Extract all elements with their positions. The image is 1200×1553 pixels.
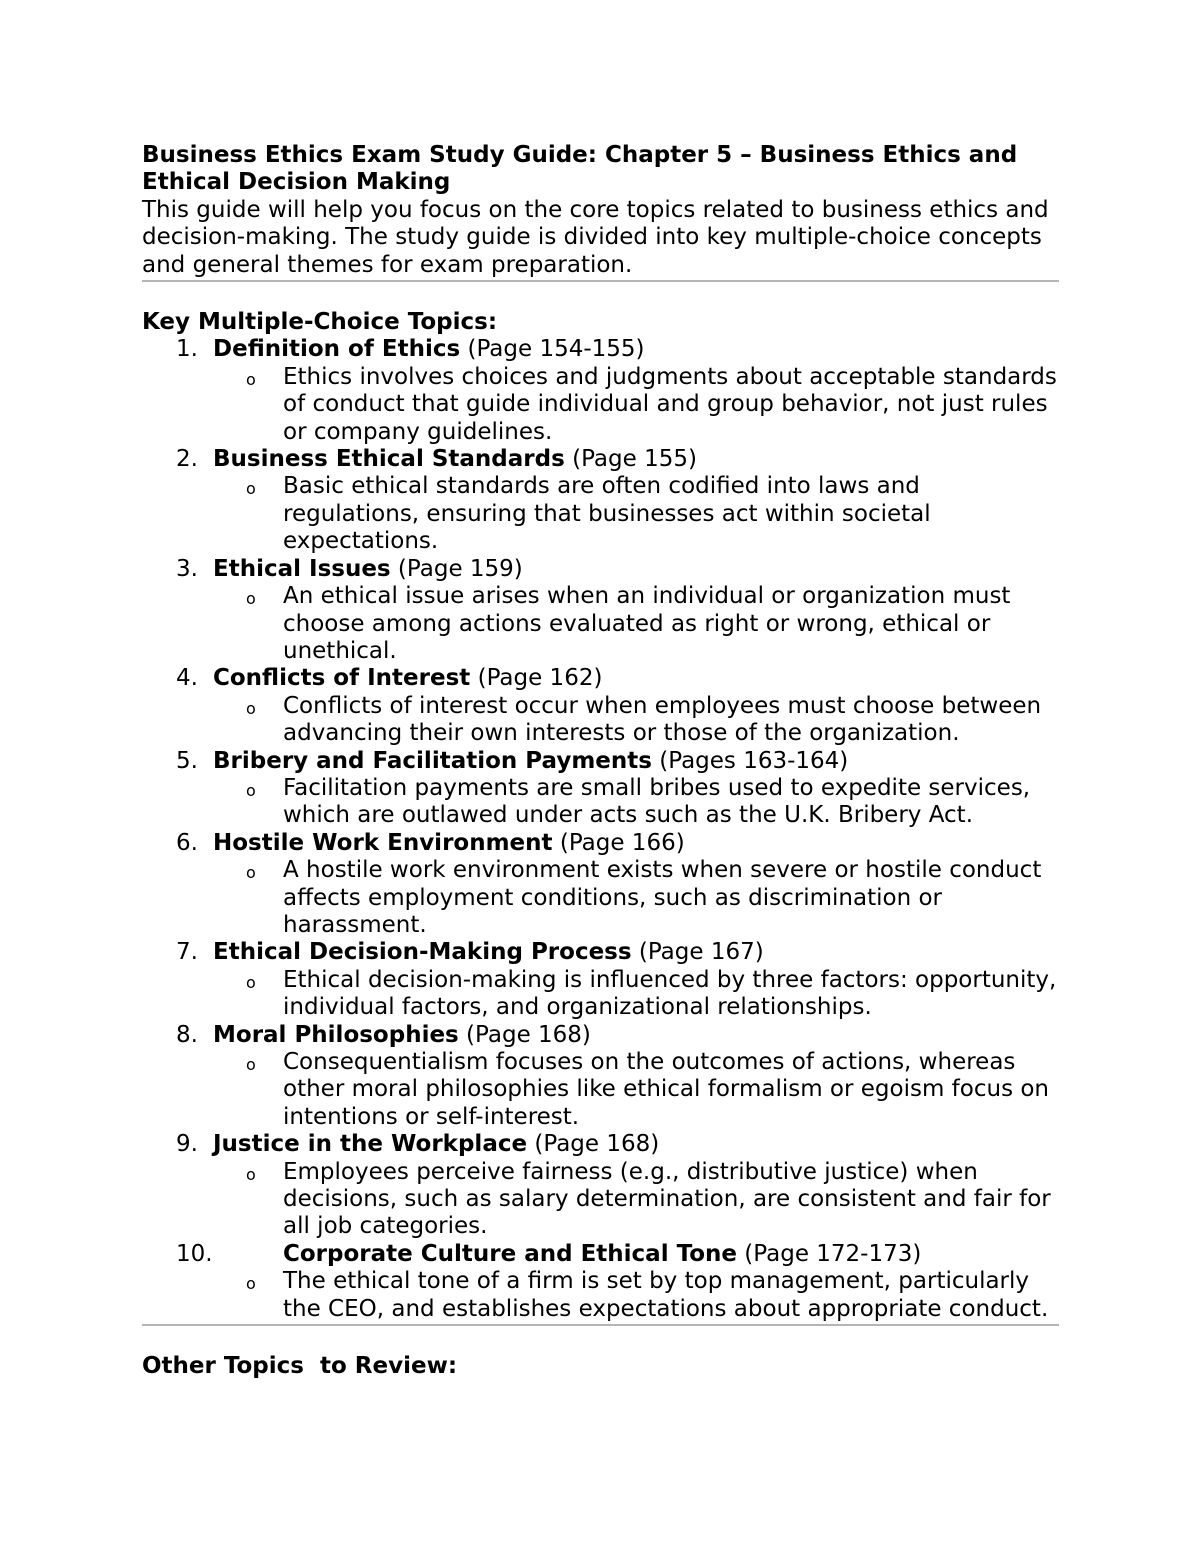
bullet-icon: o: [246, 972, 256, 992]
topic-description: Ethical decision-making is influenced by three factors: opportunity, individual factors, and organizational relationships.: [283, 966, 1057, 1021]
topic-description: A hostile work environment exists when severe or hostile conduct affects employment conditions, such as discrimination or harassment.: [283, 857, 1042, 938]
other-topics-heading: Other Topics to Review:: [142, 1353, 458, 1380]
topic-page: (Page 172-173): [737, 1240, 922, 1267]
bullet-icon: o: [246, 1055, 256, 1074]
topic-name: Hostile Work Environment: [213, 829, 553, 856]
topic-page: (Page 155): [564, 446, 697, 473]
topic-page: (Page 159): [390, 555, 523, 582]
document-intro: This guide will help you focus on the core topics related to business ethics and decision-making. The study guide is divided into key multiple-choice concepts and general themes for exam preparation.: [142, 196, 1049, 278]
topic-item: [142, 939, 1059, 1021]
topic-page: (Page 166): [552, 829, 685, 856]
topic-item: [142, 1131, 1059, 1241]
topic-name: Justice in the Workplace: [213, 1131, 528, 1158]
bullet-icon: o: [246, 479, 256, 499]
topic-description: Basic ethical standards are often codified into laws and regulations, ensuring that businesses act within societal expectations.: [283, 473, 931, 555]
topic-page: (Page 168): [527, 1131, 660, 1158]
topic-name: Ethical Issues: [213, 555, 391, 582]
topic-number: 4.: [176, 665, 198, 692]
topic-description: Ethics involves choices and judgments about acceptable standards of conduct that guide individual and group behavior, not just rules or company guidelines.: [283, 363, 1057, 445]
topic-item: [142, 830, 1059, 940]
topic-name: Corporate Culture and Ethical Tone: [283, 1240, 737, 1267]
topic-number: 5.: [176, 747, 198, 774]
topic-name: Conflicts of Interest: [213, 665, 471, 692]
topic-number: 3.: [176, 555, 198, 582]
topic-description: Facilitation payments are small bribes used to expedite services, which are outlawed under acts such as the U.K. Bribery Act.: [283, 774, 1031, 829]
topic-item: [142, 748, 1059, 830]
topic-number: 2.: [176, 446, 198, 473]
bullet-icon: o: [246, 698, 256, 718]
bullet-icon: o: [246, 369, 256, 389]
bullet-icon: o: [246, 863, 256, 883]
topic-number: 8.: [176, 1021, 198, 1048]
topics-list: [142, 336, 1059, 1323]
topic-item: [142, 665, 1059, 747]
topic-name: Bribery and Facilitation Payments: [213, 747, 652, 774]
topic-item: [142, 1022, 1059, 1132]
topic-description: Conflicts of interest occur when employees must choose between advancing their own interests or those of the organization.: [283, 692, 1042, 747]
document-page: [142, 142, 1059, 1380]
topic-description: Consequentialism focuses on the outcomes of actions, whereas other moral philosophies like ethical formalism or egoism focus on intentions or self-interest.: [283, 1049, 1050, 1130]
key-topics-heading: Key Multiple-Choice Topics:: [142, 309, 498, 336]
topic-description: An ethical issue arises when an individual or organization must choose among actions evaluated as right or wrong, ethical or unethical.: [283, 583, 1011, 664]
document-title: Business Ethics Exam Study Guide: Chapter 5 – Business Ethics and Ethical Decision Making: [142, 142, 1018, 196]
topic-name: Ethical Decision-Making Process: [213, 939, 632, 966]
topic-page: (Page 154-155): [460, 336, 645, 363]
topic-page: (Page 167): [631, 939, 764, 966]
bullet-icon: o: [246, 780, 256, 800]
bullet-icon: o: [246, 1164, 256, 1184]
topic-number: 9.: [176, 1131, 198, 1158]
topic-name: Business Ethical Standards: [213, 446, 565, 473]
topic-number: 1.: [176, 336, 198, 363]
topic-item: [142, 556, 1059, 666]
topic-item: [142, 336, 1059, 446]
topic-description: Employees perceive fairness (e.g., distributive justice) when decisions, such as salary determination, are consistent and fair for all job categories.: [283, 1158, 1051, 1240]
topic-page: (Page 162): [470, 665, 603, 692]
topic-description: The ethical tone of a firm is set by top management, particularly the CEO, and establishes expectations about appropriate conduct.: [283, 1268, 1049, 1322]
topic-number: 10.: [176, 1240, 213, 1267]
topic-item: [142, 1241, 1059, 1323]
topic-name: Definition of Ethics: [213, 336, 461, 363]
bullet-icon: o: [246, 589, 256, 609]
topic-number: 7.: [176, 939, 198, 966]
topic-page: (Page 168): [458, 1021, 591, 1048]
topic-number: 6.: [176, 829, 198, 856]
bullet-icon: o: [246, 1274, 256, 1294]
topic-item: [142, 446, 1059, 556]
topic-page: (Pages 163-164): [651, 747, 849, 774]
topic-name: Moral Philosophies: [213, 1021, 459, 1048]
